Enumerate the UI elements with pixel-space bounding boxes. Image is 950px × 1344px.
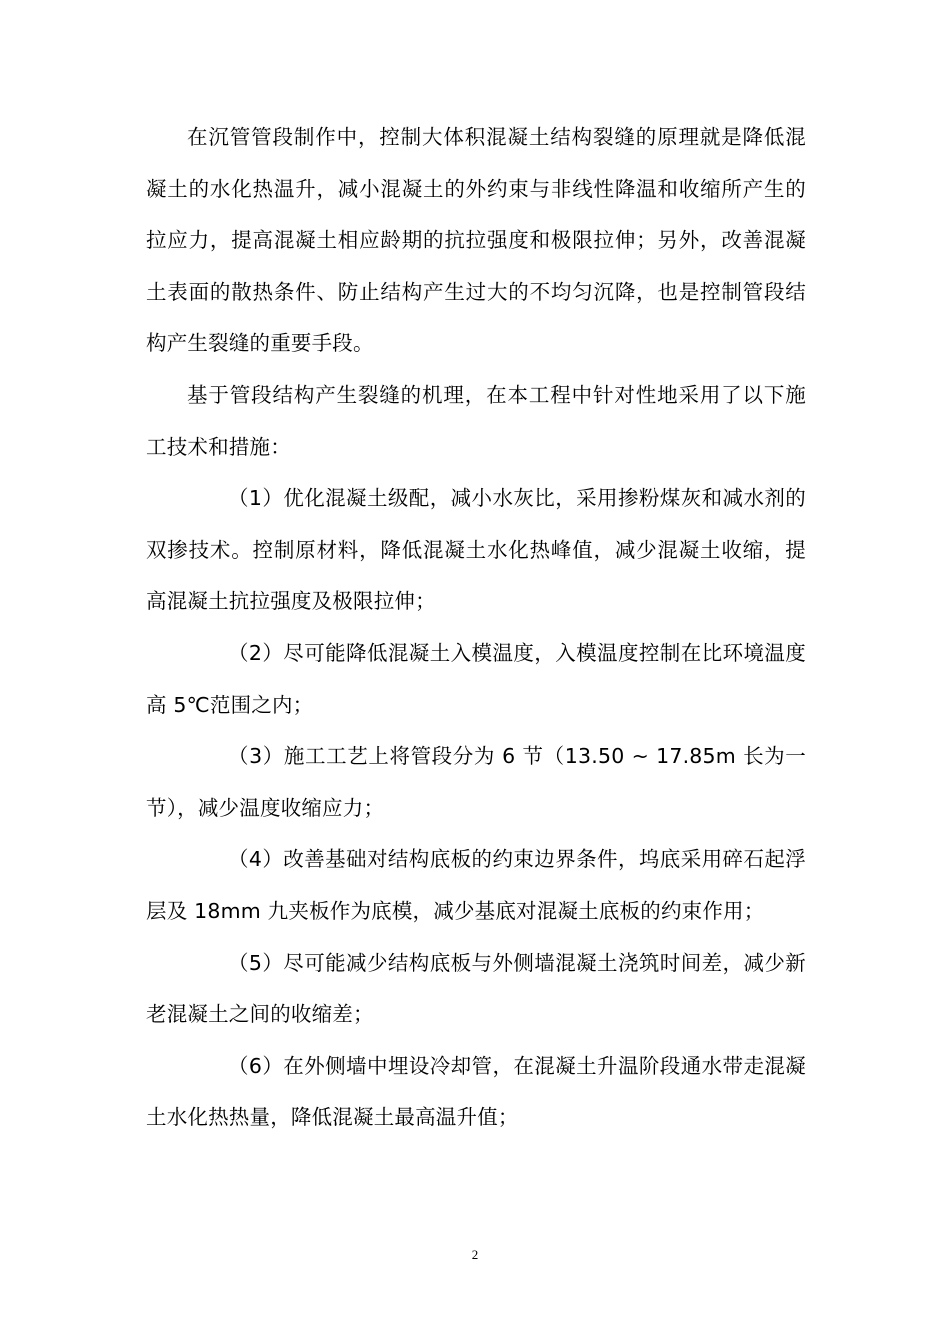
paragraph-measures-intro: 基于管段结构产生裂缝的机理，在本工程中针对性地采用了以下施工技术和措施：	[146, 382, 806, 459]
list-item-measure-2: （2）尽可能降低混凝土入模温度，入模温度控制在比环境温度高 5℃范围之内；	[146, 640, 806, 717]
list-item-measure-1: （1）优化混凝土级配，减小水灰比，采用掺粉煤灰和减水剂的双掺技术。控制原材料，降低混凝土水化热峰值，减少混凝土收缩，提高混凝土抗拉强度及极限拉伸；	[146, 486, 806, 614]
paragraph-crack-control-principle: 在沉管管段制作中，控制大体积混凝土结构裂缝的原理就是降低混凝土的水化热温升，减小混凝土的外约束与非线性降温和收缩所产生的拉应力，提高混凝土相应龄期的抗拉强度和极限拉伸；另外，改善混凝土表面的散热条件、防止结构产生过大的不均匀沉降，也是控制管段结构产生裂缝的重要手段。	[146, 125, 806, 356]
list-item-measure-5: （5）尽可能减少结构底板与外侧墙混凝土浇筑时间差，减少新老混凝土之间的收缩差；	[146, 950, 806, 1027]
page-number: 2	[471, 1247, 479, 1262]
list-item-measure-4: （4）改善基础对结构底板的约束边界条件，坞底采用碎石起浮层及 18mm 九夹板作为底模，减少基底对混凝土底板的约束作用；	[146, 847, 806, 923]
list-item-measure-3: （3）施工工艺上将管段分为 6 节（13.50 ~ 17.85m 长为一节），减少温度收缩应力；	[146, 744, 806, 820]
document-body	[146, 112, 806, 1144]
list-item-measure-6: （6）在外侧墙中埋设冷却管，在混凝土升温阶段通水带走混凝土水化热热量，降低混凝土最高温升值；	[146, 1053, 806, 1130]
